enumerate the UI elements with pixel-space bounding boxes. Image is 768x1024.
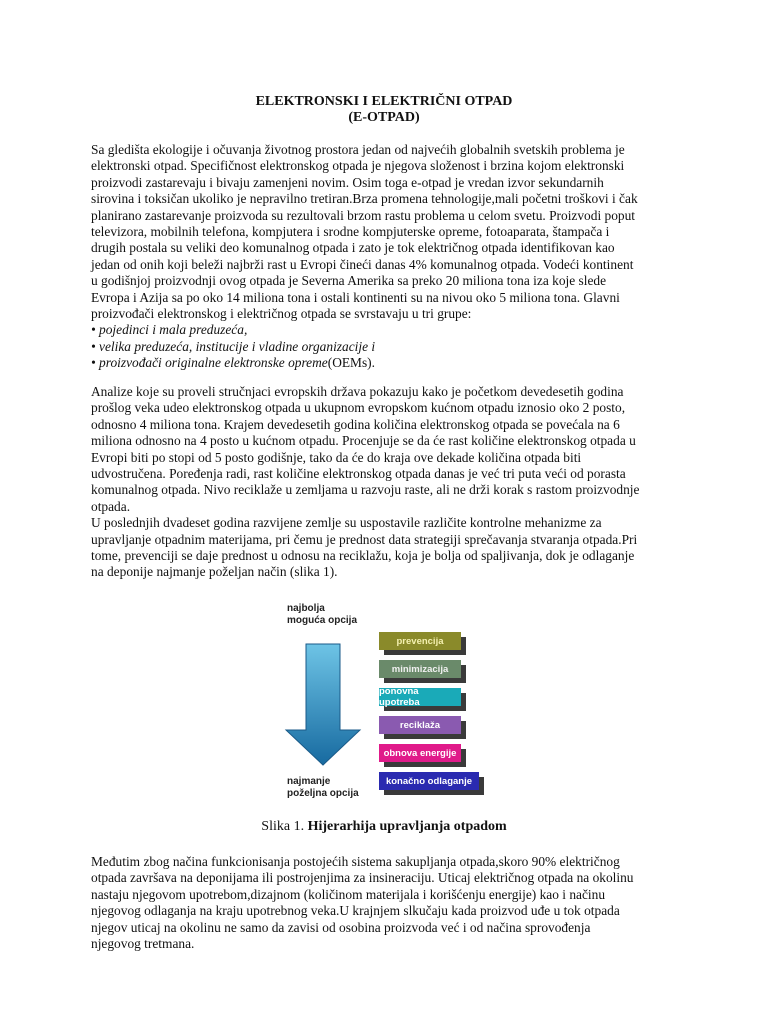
text-line: upravljanje otpadnim materijama, pri čemu je prednost data strategiji sprečavanja stvaranja otpada.Pri <box>91 531 638 547</box>
best-option-label-2: moguća opcija <box>287 615 358 626</box>
text-line: proizvodi zastarevaju i bivaju zamenjeni novim. Osim toga e-otpad je vredan izvor sekundarnih <box>91 174 604 190</box>
bullet-text: • proizvođači originalne elektronske opreme <box>91 355 328 371</box>
level-reuse: ponovna upotreba <box>379 688 461 706</box>
caption-title: Hijerarhija upravljanja otpadom <box>307 819 507 834</box>
text-line: Sa gledišta ekologije i očuvanja životnog prostora jedan od najvećih globalnih svetskih problema je <box>91 142 625 157</box>
text-line: tome, prevenciji se daje prednost u odnosu na reciklažu, koja je bolja od spaljivanja, dok je odlaganje <box>91 548 635 564</box>
text-line: njegovog odlaganja na kraju upotrebnog veka.U krajnjem slkučaju kada proizvod uđe u tok otpada <box>91 903 620 919</box>
level-recycling: reciklaža <box>379 716 461 734</box>
waste-hierarchy-figure <box>284 600 494 805</box>
text-line: jedan od onih koji beleži najbrži rast u Evropi čineći danas 4% komunalnog otpada. Vodeći kontinent <box>91 256 634 272</box>
least-option-label: najmanje <box>287 776 331 787</box>
document-subtitle: (E-OTPAD) <box>348 110 420 125</box>
paragraph-intro <box>91 142 685 372</box>
bullet-item <box>91 355 685 371</box>
text-line: otpada završava na deponijama ili postrojenjima za insineraciju. Uticaj električnog otpada na okolinu <box>91 870 634 886</box>
text-line: Međutim zbog načina funkcionisanja postojećih sistema sakupljanja otpada,skoro 90% električnog <box>91 854 620 869</box>
level-prevention: prevencija <box>379 632 461 650</box>
text-line: drugih postala su veliki deo komunalnog otpada i zato je tok električnog otpada identifikovan kao <box>91 240 615 256</box>
caption-prefix: Slika 1. <box>261 819 308 834</box>
text-line: miliona odnosno na 4 posto u kućnom otpadu. Procenjuje se da će rast količine elektronskog otpada u <box>91 433 636 449</box>
figure-caption <box>0 819 768 835</box>
least-option-label-2: poželjna opcija <box>287 788 359 799</box>
text-line: njegovog tretmana. <box>91 936 195 952</box>
bullet-item: • velika preduzeća, institucije i vladine organizacije i <box>91 338 376 354</box>
text-line: odnosno 4 miliona tona. Krajem devedesetih godina količina elektronskog otpada se povećala na 6 <box>91 416 620 432</box>
text-line: U poslednjih dvadeset godina razvijene zemlje su uspostavile različite kontrolne mehanizme za <box>91 515 602 531</box>
document-title: ELEKTRONSKI I ELEKTRIČNI OTPAD <box>255 94 513 109</box>
text-line: otpada. <box>91 498 131 514</box>
text-line: nastaju njegovom upotrebom,dizajnom (količinom materijala i korišćenju energije) kao i načinu <box>91 886 606 902</box>
paragraph-analysis <box>91 384 685 581</box>
paragraph-impact <box>91 854 685 952</box>
bullet-suffix: (OEMs). <box>327 355 375 371</box>
text-line: prošlog veka udeo elektronskog otpada u ukupnom evropskom kućnom otpadu iznosio oko 2 posto, <box>91 400 626 416</box>
text-line: udvostručena. Poređenja radi, rast količine elektronskog otpada danas je već tri puta veći od porasta <box>91 466 626 482</box>
text-line: Evropa i Azija sa po oko 14 miliona tona i ostali kontinenti su na nivou oko 5 miliona tona. Glavni <box>91 289 620 305</box>
text-line: komunalnog otpada. Nivo reciklaže u zemljama u razvoju raste, ali ne drži korak s rastom proizvodnje <box>91 482 640 498</box>
text-line: televizora, mobilnih telefona, kompjutera i srodne kompjuterske opreme, fotoaparata, štampača i <box>91 224 610 240</box>
text-line: njegov uticaj na okolinu ne samo da zavisi od osobina proizvoda već i od načina sprovođenja <box>91 919 591 935</box>
best-option-label: najbolja <box>287 603 325 614</box>
text-line: planirano zastarevanje proizvoda su rezultovali brzom rastu problema u celom svetu. Proizvodi poput <box>91 207 636 223</box>
bullet-item: • pojedinci i mala preduzeća, <box>91 322 248 338</box>
text-line: elektronski otpad. Specifičnost elektronskog otpada je njegova složenost i brzina kojom elektronski <box>91 158 625 174</box>
text-line: u godišnjoj proizvodnji ovog otpada je Severna Amerika sa preko 20 miliona tona iza koje slede <box>91 273 607 289</box>
text-line: proizvođači elektronskog i električnog otpada se svrstavaju u tri grupe: <box>91 306 472 322</box>
text-line: na deponije najmanje poželjan način (slika 1). <box>91 564 338 580</box>
level-final-disposal: konačno odlaganje <box>379 772 479 790</box>
text-line: Evropi biti po stopi od 5 posto godišnje, tako da će do kraja ove dekade količina otpada biti <box>91 449 582 465</box>
text-line: Analize koje su proveli stručnjaci evropskih država pokazuju kako je početkom devedesetih godina <box>91 384 624 399</box>
text-line: sirovina i toksičan ukoliko je nepravilno tretiran.Brza promena tehnologije,mali početni troškovi i čak <box>91 191 638 207</box>
level-minimization: minimizacija <box>379 660 461 678</box>
level-energy-recovery: obnova energije <box>379 744 461 762</box>
